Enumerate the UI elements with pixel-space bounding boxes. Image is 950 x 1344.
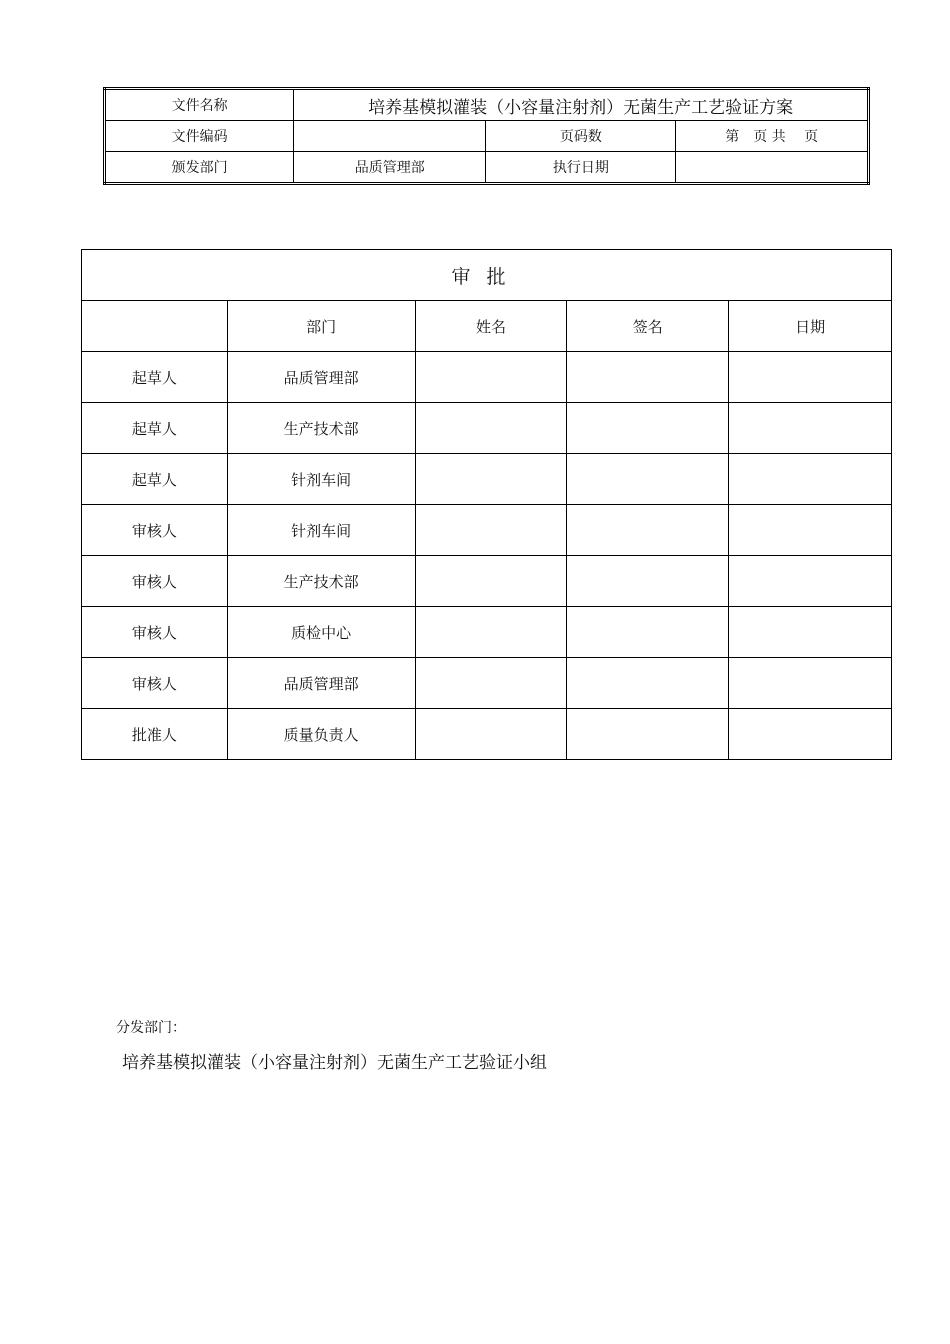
table-row bbox=[82, 709, 892, 760]
document-header-table bbox=[103, 87, 870, 185]
dept-cell: 生产技术部 bbox=[227, 556, 415, 607]
page-count-label: 页码数 bbox=[486, 121, 676, 152]
signature-cell[interactable] bbox=[567, 352, 729, 403]
signature-cell[interactable] bbox=[567, 607, 729, 658]
issuing-dept-label: 颁发部门 bbox=[105, 152, 294, 184]
role-cell: 审核人 bbox=[82, 505, 228, 556]
dept-cell: 品质管理部 bbox=[227, 658, 415, 709]
file-name-value: 培养基模拟灌装（小容量注射剂）无菌生产工艺验证方案 bbox=[294, 89, 869, 121]
file-code-value[interactable] bbox=[294, 121, 486, 152]
name-cell[interactable] bbox=[415, 352, 567, 403]
column-header-role bbox=[82, 301, 228, 352]
role-cell: 审核人 bbox=[82, 556, 228, 607]
name-cell[interactable] bbox=[415, 403, 567, 454]
role-cell: 审核人 bbox=[82, 658, 228, 709]
header-row-code bbox=[105, 121, 869, 152]
table-row bbox=[82, 658, 892, 709]
table-row bbox=[82, 556, 892, 607]
column-header-signature: 签名 bbox=[567, 301, 729, 352]
header-row-dept bbox=[105, 152, 869, 184]
role-cell: 起草人 bbox=[82, 352, 228, 403]
date-cell[interactable] bbox=[729, 352, 892, 403]
role-cell: 起草人 bbox=[82, 403, 228, 454]
effective-date-value[interactable] bbox=[676, 152, 869, 184]
signature-cell[interactable] bbox=[567, 454, 729, 505]
approval-title-row bbox=[82, 250, 892, 301]
column-header-date: 日期 bbox=[729, 301, 892, 352]
name-cell[interactable] bbox=[415, 505, 567, 556]
signature-cell[interactable] bbox=[567, 658, 729, 709]
page-count-value: 第 页 共 页 bbox=[676, 121, 869, 152]
column-header-name: 姓名 bbox=[415, 301, 567, 352]
date-cell[interactable] bbox=[729, 658, 892, 709]
table-row bbox=[82, 403, 892, 454]
role-cell: 起草人 bbox=[82, 454, 228, 505]
effective-date-label: 执行日期 bbox=[486, 152, 676, 184]
file-name-label: 文件名称 bbox=[105, 89, 294, 121]
name-cell[interactable] bbox=[415, 658, 567, 709]
name-cell[interactable] bbox=[415, 607, 567, 658]
header-row-name bbox=[105, 89, 869, 121]
signature-cell[interactable] bbox=[567, 505, 729, 556]
dept-cell: 针剂车间 bbox=[227, 454, 415, 505]
signature-cell[interactable] bbox=[567, 403, 729, 454]
signature-cell[interactable] bbox=[567, 709, 729, 760]
signature-cell[interactable] bbox=[567, 556, 729, 607]
table-row bbox=[82, 505, 892, 556]
distribution-label: 分发部门： bbox=[116, 1020, 186, 1036]
dept-cell: 质量负责人 bbox=[227, 709, 415, 760]
name-cell[interactable] bbox=[415, 454, 567, 505]
dept-cell: 品质管理部 bbox=[227, 352, 415, 403]
file-code-label: 文件编码 bbox=[105, 121, 294, 152]
name-cell[interactable] bbox=[415, 556, 567, 607]
date-cell[interactable] bbox=[729, 454, 892, 505]
table-row bbox=[82, 454, 892, 505]
dept-cell: 生产技术部 bbox=[227, 403, 415, 454]
name-cell[interactable] bbox=[415, 709, 567, 760]
date-cell[interactable] bbox=[729, 607, 892, 658]
distribution-value: 培养基模拟灌装（小容量注射剂）无菌生产工艺验证小组 bbox=[122, 1053, 547, 1073]
date-cell[interactable] bbox=[729, 709, 892, 760]
role-cell: 批准人 bbox=[82, 709, 228, 760]
date-cell[interactable] bbox=[729, 505, 892, 556]
role-cell: 审核人 bbox=[82, 607, 228, 658]
date-cell[interactable] bbox=[729, 556, 892, 607]
date-cell[interactable] bbox=[729, 403, 892, 454]
table-row bbox=[82, 352, 892, 403]
issuing-dept-value: 品质管理部 bbox=[294, 152, 486, 184]
approval-header-row bbox=[82, 301, 892, 352]
approval-title: 审批 bbox=[82, 250, 892, 301]
dept-cell: 质检中心 bbox=[227, 607, 415, 658]
table-row bbox=[82, 607, 892, 658]
approval-table bbox=[81, 249, 892, 760]
dept-cell: 针剂车间 bbox=[227, 505, 415, 556]
column-header-dept: 部门 bbox=[227, 301, 415, 352]
